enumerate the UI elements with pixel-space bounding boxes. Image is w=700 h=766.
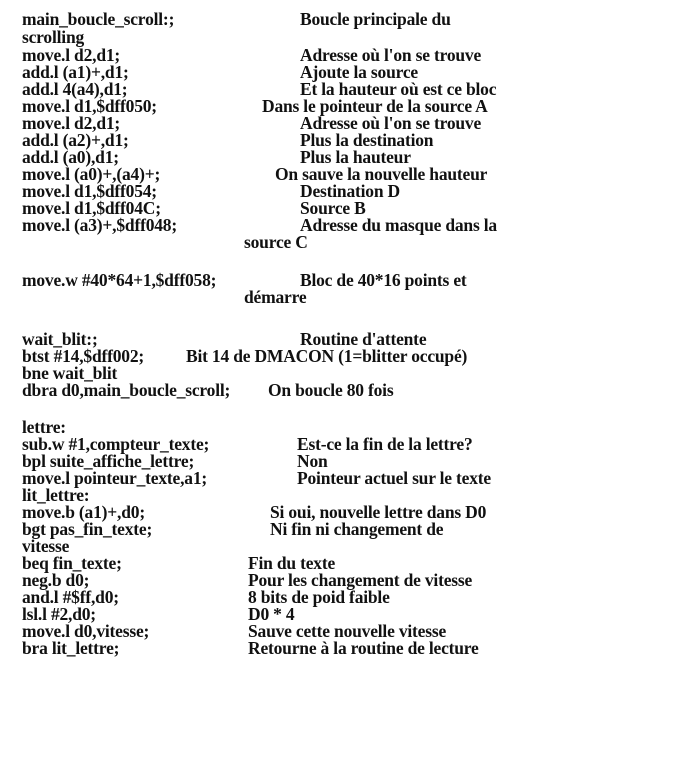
code-line: add.l 4(a4),d1; [22,79,128,99]
comment-line: Pour les changement de vitesse [248,570,473,590]
comment-line: Est-ce la fin de la lettre? [297,434,473,454]
code-line: move.l d1,$dff054; [22,181,157,201]
code-line: add.l (a2)+,d1; [22,130,129,150]
code-line: move.l d0,vitesse; [22,621,150,641]
comment-line: Plus la hauteur [300,147,411,167]
comment-line: Et la hauteur où est ce bloc [300,79,497,99]
code-line: move.w #40*64+1,$dff058; [22,270,217,290]
comment-line: Ajoute la source [300,62,418,82]
comment-line: Plus la destination [300,130,434,150]
comment-line: Sauve cette nouvelle vitesse [248,621,447,641]
comment-line: démarre [244,287,307,307]
code-line: bpl suite_affiche_lettre; [22,451,195,471]
code-line: scrolling [22,27,85,47]
code-line: neg.b d0; [22,570,90,590]
comment-line: source C [244,232,308,252]
code-line: btst #14,$dff002; [22,346,145,366]
code-line: move.l d1,$dff04C; [22,198,161,218]
comment-line: 8 bits de poid faible [248,587,390,607]
comment-line: Ni fin ni changement de [270,519,444,539]
code-line: vitesse [22,536,70,556]
label-line: lit_lettre: [22,485,90,505]
comment-line: Bit 14 de DMACON (1=blitter occupé) [186,346,468,366]
label-line: lettre: [22,417,66,437]
code-line: bne wait_blit [22,363,118,383]
code-line: and.l #$ff,d0; [22,587,119,607]
code-line: main_boucle_scroll:; [22,9,175,29]
comment-line: Destination D [300,181,400,201]
comment-line: Dans le pointeur de la source A [262,96,488,116]
comment-line: Si oui, nouvelle lettre dans D0 [270,502,487,522]
code-line: move.l d1,$dff050; [22,96,157,116]
comment-line: Bloc de 40*16 points et [300,270,467,290]
code-line: beq fin_texte; [22,553,122,573]
code-line: add.l (a1)+,d1; [22,62,129,82]
code-line: move.b (a1)+,d0; [22,502,145,522]
comment-line: On sauve la nouvelle hauteur [275,164,488,184]
code-line: sub.w #1,compteur_texte; [22,434,210,454]
comment-line: Adresse où l'on se trouve [300,113,482,133]
comment-line: Boucle principale du [300,9,451,29]
code-line: bgt pas_fin_texte; [22,519,153,539]
comment-line: Fin du texte [248,553,336,573]
label-line: wait_blit:; [22,329,98,349]
comment-line: Source B [300,198,366,218]
comment-line: Adresse du masque dans la [300,215,497,235]
code-line: lsl.l #2,d0; [22,604,96,624]
comment-line: D0 * 4 [248,604,295,624]
comment-line: On boucle 80 fois [268,380,394,400]
code-line: move.l d2,d1; [22,113,121,133]
code-line: dbra d0,main_boucle_scroll; [22,380,231,400]
code-line: move.l (a0)+,(a4)+; [22,164,161,184]
code-line: move.l (a3)+,$dff048; [22,215,177,235]
comment-line: Retourne à la routine de lecture [248,638,479,658]
code-line: move.l pointeur_texte,a1; [22,468,208,488]
comment-line: Adresse où l'on se trouve [300,45,482,65]
code-line: move.l d2,d1; [22,45,121,65]
code-line: bra lit_lettre; [22,638,120,658]
comment-line: Pointeur actuel sur le texte [297,468,491,488]
comment-line: Non [297,451,328,471]
code-line: add.l (a0),d1; [22,147,119,167]
comment-line: Routine d'attente [300,329,427,349]
